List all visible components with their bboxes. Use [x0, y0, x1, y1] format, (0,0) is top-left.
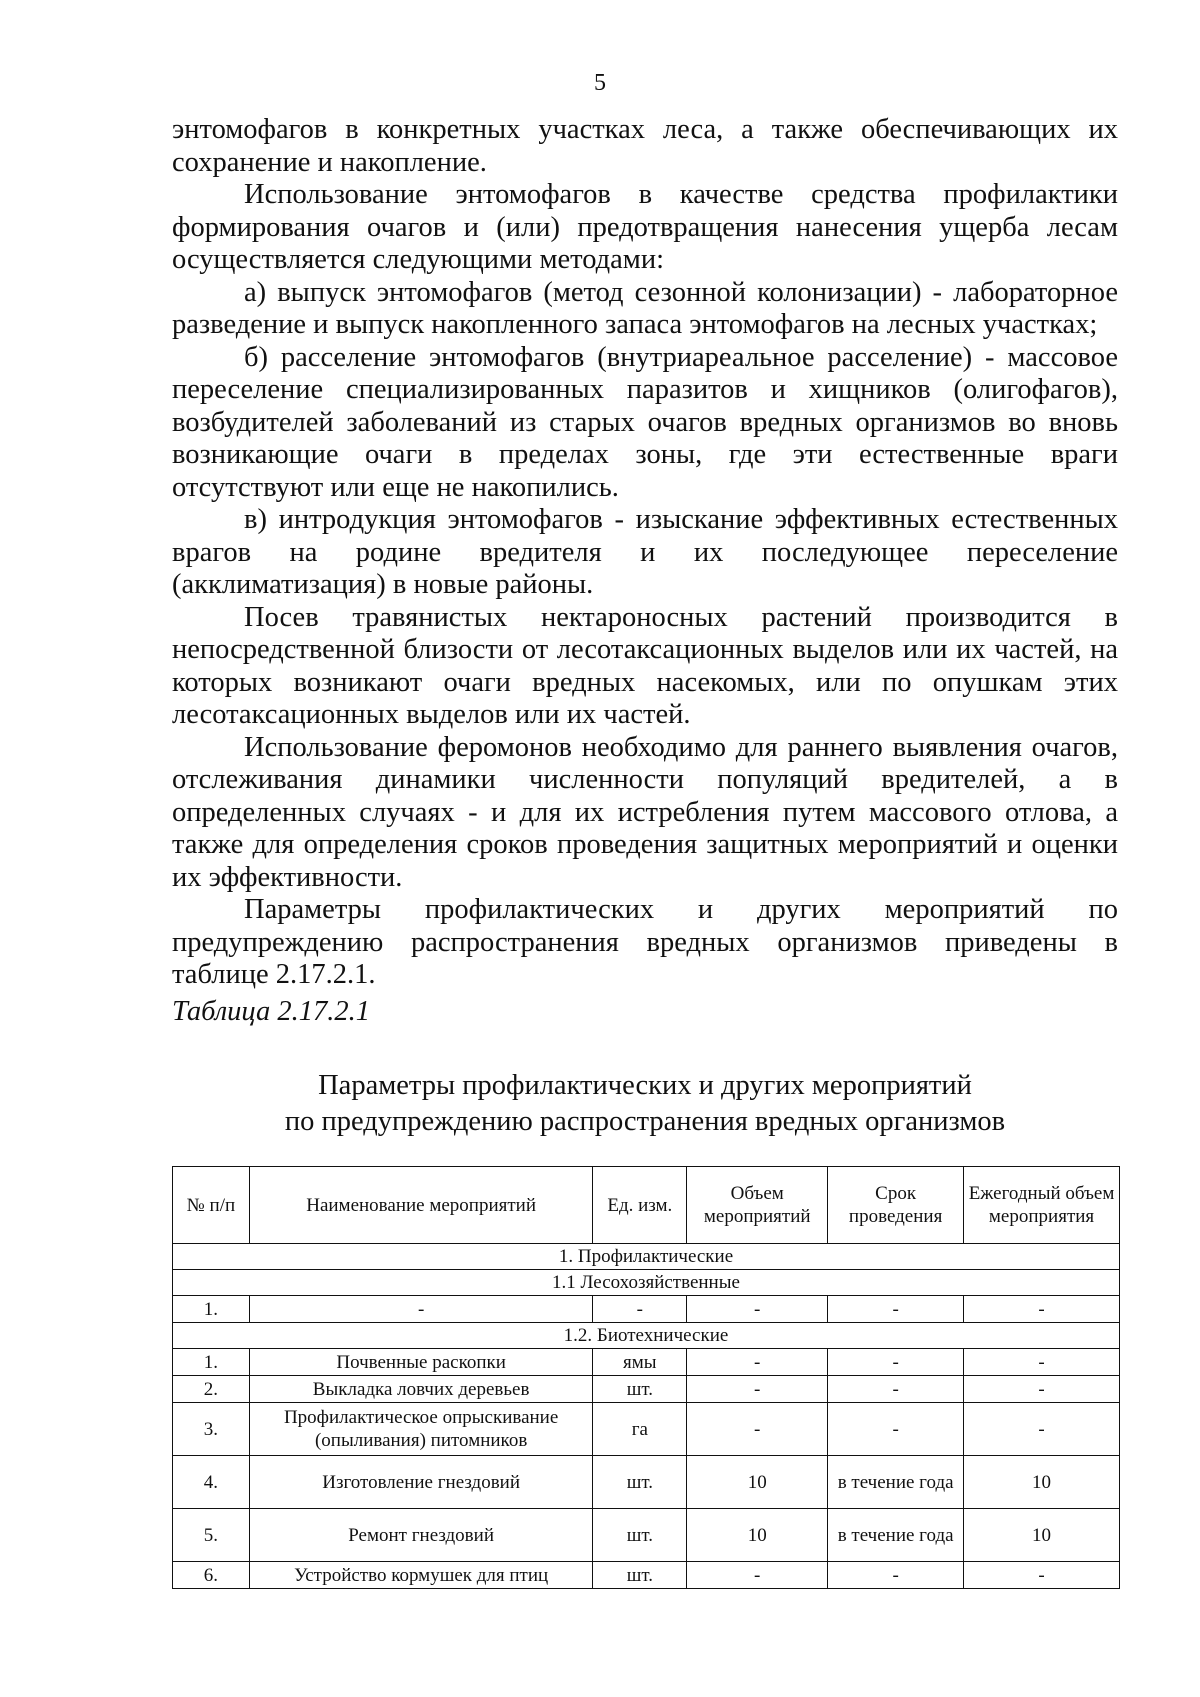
- cell-name: Изготовление гнездовий: [249, 1456, 593, 1509]
- section-row: [173, 1323, 1120, 1349]
- cell-name: Устройство кормушек для птиц: [249, 1562, 593, 1589]
- cell-term: в течение года: [828, 1509, 964, 1562]
- cell-term: -: [828, 1376, 964, 1403]
- table-row: [173, 1509, 1120, 1562]
- cell-num: 1.: [173, 1296, 250, 1323]
- paragraph: б) расселение энтомофагов (внутриареальное расселение) - массовое переселение специализированных паразитов и хищников (олигофагов), возбудителей заболеваний из старых очагов вредных организмов во вновь возникающие очаги в пределах зоны, где эти естественные враги отсутствуют или еще не накопились.: [172, 341, 1118, 503]
- paragraph: Параметры профилактических и других мероприятий по предупреждению распространения вредных организмов приведены в таблице 2.17.2.1.: [172, 894, 1118, 990]
- header-num: № п/п: [173, 1167, 250, 1244]
- paragraph: а) выпуск энтомофагов (метод сезонной колонизации) - лабораторное разведение и выпуск накопленного запаса энтомофагов на лесных участках;: [172, 276, 1118, 340]
- cell-annual: -: [964, 1403, 1120, 1456]
- cell-volume: -: [687, 1296, 828, 1323]
- cell-unit: га: [593, 1403, 687, 1456]
- table-title-line: Параметры профилактических и других мероприятий: [318, 1070, 972, 1101]
- table-row: [173, 1562, 1120, 1589]
- cell-annual: 10: [964, 1509, 1120, 1562]
- cell-num: 2.: [173, 1376, 250, 1403]
- section-label: 1. Профилактические: [173, 1244, 1120, 1270]
- header-unit: Ед. изм.: [593, 1167, 687, 1244]
- table-row: [173, 1296, 1120, 1323]
- table-title-line: по предупреждению распространения вредных организмов: [284, 1106, 1006, 1137]
- cell-unit: ямы: [593, 1349, 687, 1376]
- cell-volume: 10: [687, 1509, 828, 1562]
- cell-num: 3.: [173, 1403, 250, 1456]
- paragraph: Использование энтомофагов в качестве средства профилактики формирования очагов и (или) предотвращения нанесения ущерба лесам осуществляется следующими методами:: [172, 179, 1118, 275]
- cell-volume: -: [687, 1562, 828, 1589]
- cell-volume: -: [687, 1349, 828, 1376]
- cell-annual: -: [964, 1562, 1120, 1589]
- paragraph: Посев травянистых нектароносных растений производится в непосредственной близости от лесотаксационных выделов или их частей, на которых возникают очаги вредных насекомых, или по опушкам этих лесотаксационных выделов или их частей.: [172, 601, 1118, 730]
- cell-volume: -: [687, 1403, 828, 1456]
- cell-term: -: [828, 1562, 964, 1589]
- cell-term: в течение года: [828, 1456, 964, 1509]
- section-row: [173, 1270, 1120, 1296]
- paragraph: энтомофагов в конкретных участках леса, а также обеспечивающих их сохранение и накопление.: [172, 114, 1118, 178]
- cell-unit: шт.: [593, 1562, 687, 1589]
- cell-annual: -: [964, 1296, 1120, 1323]
- cell-term: -: [828, 1403, 964, 1456]
- section-label: 1.1 Лесохозяйственные: [173, 1270, 1120, 1296]
- cell-annual: -: [964, 1349, 1120, 1376]
- cell-unit: шт.: [593, 1376, 687, 1403]
- cell-num: 6.: [173, 1562, 250, 1589]
- section-row: [173, 1244, 1120, 1270]
- paragraph: в) интродукция энтомофагов - изыскание эффективных естественных врагов на родине вредителя и их последующее переселение (акклиматизация) в новые районы.: [172, 504, 1118, 600]
- cell-term: -: [828, 1349, 964, 1376]
- measures-table: [172, 1166, 1120, 1589]
- header-volume: Объем мероприятий: [687, 1167, 828, 1244]
- cell-num: 4.: [173, 1456, 250, 1509]
- cell-volume: 10: [687, 1456, 828, 1509]
- cell-unit: шт.: [593, 1456, 687, 1509]
- header-name: Наименование мероприятий: [249, 1167, 593, 1244]
- page-number: 5: [594, 70, 606, 96]
- header-annual: Ежегодный объем мероприятия: [964, 1167, 1120, 1244]
- cell-name: Выкладка ловчих деревьев: [249, 1376, 593, 1403]
- section-label: 1.2. Биотехнические: [173, 1323, 1120, 1349]
- cell-name: Почвенные раскопки: [249, 1349, 593, 1376]
- body-text: [172, 114, 1118, 1140]
- table-title: [172, 1068, 1118, 1140]
- table-row: [173, 1349, 1120, 1376]
- cell-term: -: [828, 1296, 964, 1323]
- table-row: [173, 1456, 1120, 1509]
- table-row: [173, 1376, 1120, 1403]
- paragraph: Использование феромонов необходимо для раннего выявления очагов, отслеживания динамики численности популяций вредителей, а в определенных случаях - и для их истребления путем массового отлова, а также для определения сроков проведения защитных мероприятий и оценки их эффективности.: [172, 731, 1118, 893]
- cell-unit: шт.: [593, 1509, 687, 1562]
- cell-name: Ремонт гнездовий: [249, 1509, 593, 1562]
- cell-volume: -: [687, 1376, 828, 1403]
- cell-num: 1.: [173, 1349, 250, 1376]
- table-row: [173, 1403, 1120, 1456]
- cell-unit: -: [593, 1296, 687, 1323]
- cell-annual: -: [964, 1376, 1120, 1403]
- cell-num: 5.: [173, 1509, 250, 1562]
- cell-annual: 10: [964, 1456, 1120, 1509]
- table-header-row: [173, 1167, 1120, 1244]
- table-caption: Таблица 2.17.2.1: [172, 995, 370, 1027]
- cell-name: Профилактическое опрыскивание (опыливания) питомников: [249, 1403, 593, 1456]
- cell-name: -: [249, 1296, 593, 1323]
- header-term: Срок проведения: [828, 1167, 964, 1244]
